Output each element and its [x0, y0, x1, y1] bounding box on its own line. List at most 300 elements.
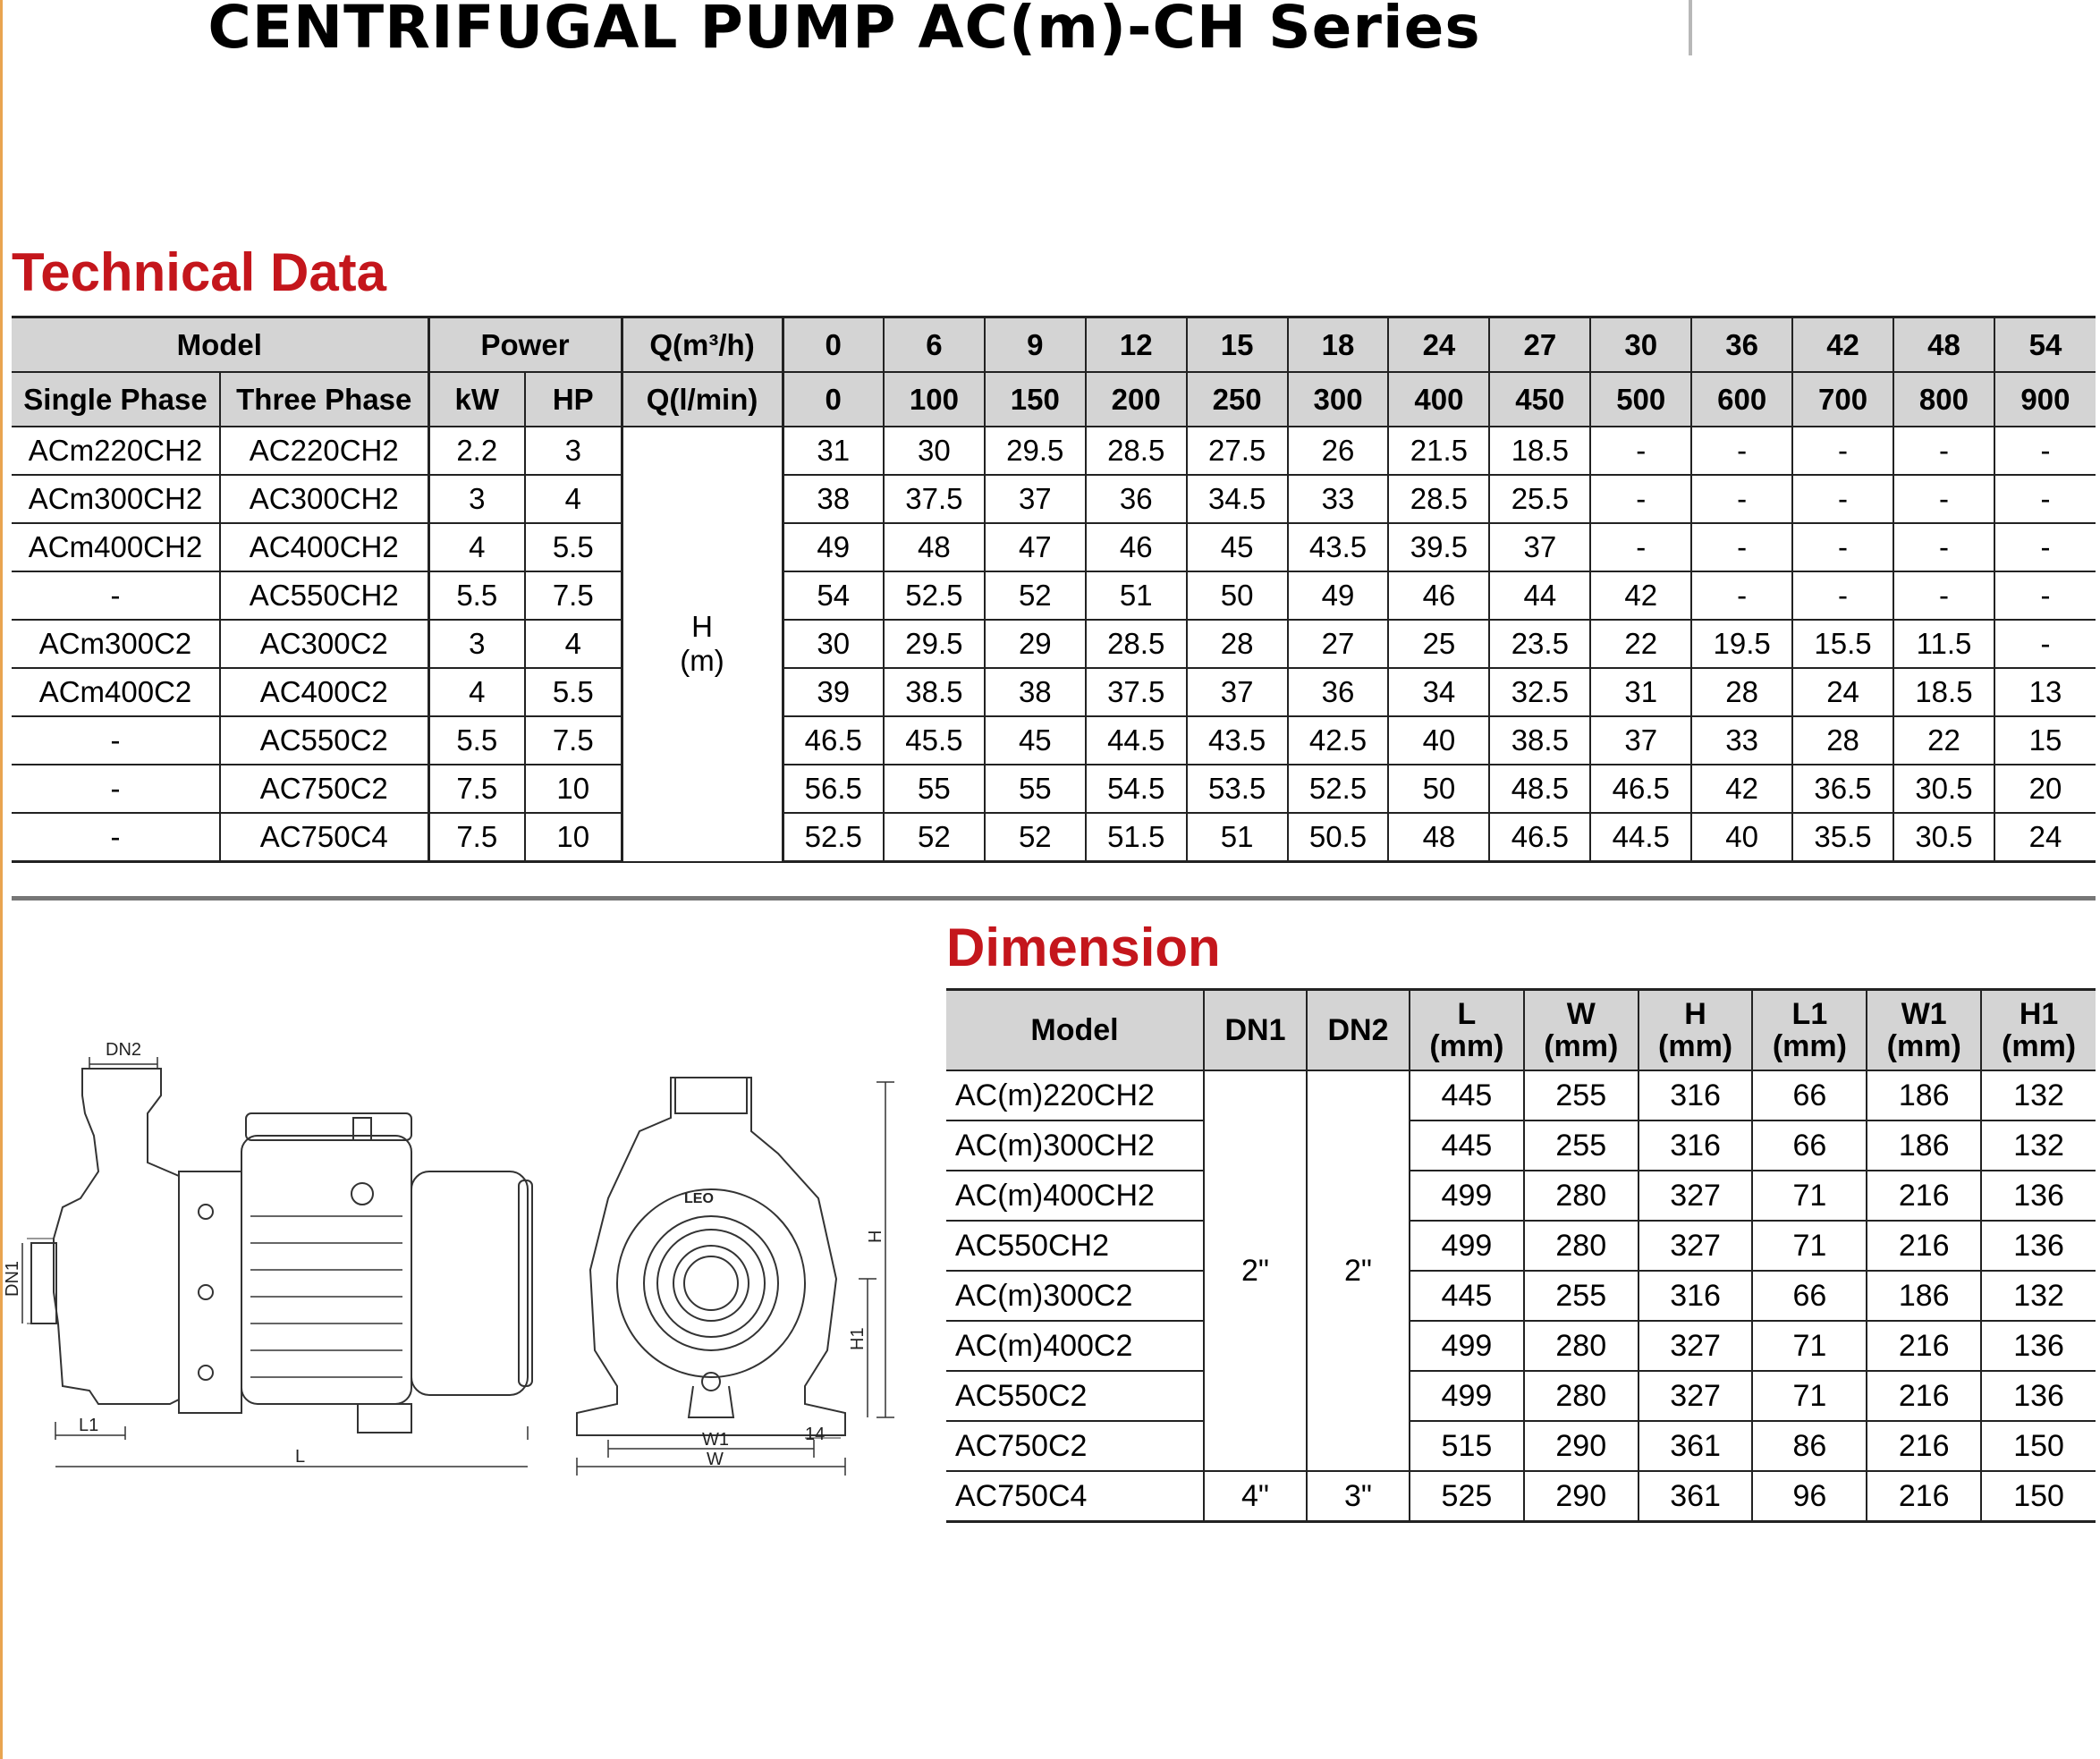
head-value: 15.5	[1792, 620, 1893, 668]
dim-dn1-group: 2"	[1204, 1070, 1307, 1471]
head-value: 26	[1288, 427, 1389, 475]
power-hp: 7.5	[525, 571, 622, 620]
head-value: 52.5	[783, 813, 884, 862]
head-value: -	[1691, 475, 1792, 523]
head-value: 52	[985, 571, 1086, 620]
dim-model: AC550C2	[946, 1371, 1204, 1421]
header-flow-m3h: 15	[1187, 317, 1288, 373]
pump-dimension-drawing	[0, 1028, 930, 1493]
label-h: H	[866, 1230, 885, 1243]
table-row	[946, 1070, 2096, 1121]
dim-value: 136	[1981, 1321, 2096, 1371]
dim-col-name: W1	[1901, 997, 1947, 1031]
head-value: 44	[1489, 571, 1590, 620]
dim-value: 290	[1524, 1421, 1639, 1471]
dim-value: 280	[1524, 1321, 1639, 1371]
head-value: 31	[1590, 668, 1691, 716]
header-flow-lmin: 200	[1086, 372, 1187, 427]
head-value: 48	[1388, 813, 1489, 862]
power-kw: 7.5	[428, 813, 525, 862]
section-divider	[12, 896, 2096, 901]
power-kw: 7.5	[428, 765, 525, 813]
head-value: 24	[1792, 668, 1893, 716]
title-crop-marker	[1689, 0, 1692, 55]
pump-side-view	[22, 1057, 532, 1467]
head-value: 39	[783, 668, 884, 716]
dim-value: 499	[1410, 1371, 1524, 1421]
table-row	[946, 1421, 2096, 1471]
table-row	[946, 1321, 2096, 1371]
header-flow-m3h: 30	[1590, 317, 1691, 373]
head-value: 38	[783, 475, 884, 523]
dim-dn2-group: 2"	[1307, 1070, 1410, 1471]
head-value: -	[1691, 427, 1792, 475]
head-value: 45	[985, 716, 1086, 765]
table-row	[946, 1221, 2096, 1271]
header-three-phase: Three Phase	[220, 372, 428, 427]
dim-value: 186	[1867, 1070, 1981, 1121]
head-value: 34.5	[1187, 475, 1288, 523]
head-value: 56.5	[783, 765, 884, 813]
table-row	[12, 765, 2096, 813]
head-value: 40	[1691, 813, 1792, 862]
dim-value: 327	[1639, 1221, 1753, 1271]
head-value: -	[1792, 475, 1893, 523]
head-value: 43.5	[1187, 716, 1288, 765]
header-flow-lmin: 400	[1388, 372, 1489, 427]
single-phase-model: ACm400CH2	[12, 523, 220, 571]
table-row	[12, 475, 2096, 523]
dim-value: 150	[1981, 1421, 2096, 1471]
table-row	[946, 1471, 2096, 1522]
dim-value: 216	[1867, 1371, 1981, 1421]
header-single-phase: Single Phase	[12, 372, 220, 427]
single-phase-model: ACm300C2	[12, 620, 220, 668]
dim-value: 150	[1981, 1471, 2096, 1522]
dim-value: 132	[1981, 1271, 2096, 1321]
dim-value: 216	[1867, 1221, 1981, 1271]
table-row	[12, 813, 2096, 862]
dim-col-unit: (mm)	[1544, 1029, 1619, 1063]
dim-model: AC750C2	[946, 1421, 1204, 1471]
head-value: 18.5	[1489, 427, 1590, 475]
head-value: 37	[1590, 716, 1691, 765]
three-phase-model: AC750C2	[220, 765, 428, 813]
head-value: 33	[1691, 716, 1792, 765]
head-value: 50.5	[1288, 813, 1389, 862]
table-row	[946, 1121, 2096, 1171]
dim-value: 255	[1524, 1070, 1639, 1121]
head-value: 53.5	[1187, 765, 1288, 813]
dim-header-col	[1981, 990, 2096, 1071]
head-value: -	[1792, 571, 1893, 620]
dim-value: 361	[1639, 1421, 1753, 1471]
head-value: 52.5	[1288, 765, 1389, 813]
header-flow-m3h: 18	[1288, 317, 1389, 373]
head-value: 51	[1187, 813, 1288, 862]
dim-value: 280	[1524, 1371, 1639, 1421]
label-w1: W1	[702, 1430, 729, 1450]
head-value: 37.5	[884, 475, 985, 523]
single-phase-model: -	[12, 813, 220, 862]
head-value: 30.5	[1893, 765, 1994, 813]
dim-value: 136	[1981, 1371, 2096, 1421]
power-hp: 7.5	[525, 716, 622, 765]
dim-header-col	[1867, 990, 1981, 1071]
dim-value: 445	[1410, 1070, 1524, 1121]
power-kw: 3	[428, 475, 525, 523]
dim-col-unit: (mm)	[2002, 1029, 2077, 1063]
dim-value: 71	[1752, 1221, 1867, 1271]
dim-value: 132	[1981, 1121, 2096, 1171]
head-value: 20	[1994, 765, 2096, 813]
dim-model: AC(m)300CH2	[946, 1121, 1204, 1171]
head-value: 46.5	[1590, 765, 1691, 813]
dim-value: 280	[1524, 1221, 1639, 1271]
single-phase-model: ACm300CH2	[12, 475, 220, 523]
head-value: 36.5	[1792, 765, 1893, 813]
head-value: 52.5	[884, 571, 985, 620]
table-row	[946, 1271, 2096, 1321]
dimension-header-row	[946, 990, 2096, 1071]
head-value: -	[1590, 523, 1691, 571]
dim-value: 71	[1752, 1371, 1867, 1421]
head-value: 42.5	[1288, 716, 1389, 765]
power-hp: 3	[525, 427, 622, 475]
head-value: 55	[985, 765, 1086, 813]
label-l1: L1	[79, 1416, 99, 1435]
head-value: -	[1893, 523, 1994, 571]
head-value: -	[1590, 475, 1691, 523]
label-l: L	[295, 1447, 306, 1467]
power-hp: 10	[525, 765, 622, 813]
head-value: 39.5	[1388, 523, 1489, 571]
dim-value: 96	[1752, 1471, 1867, 1522]
dim-col-unit: (mm)	[1772, 1029, 1847, 1063]
head-value: -	[1691, 571, 1792, 620]
head-value: 38	[985, 668, 1086, 716]
head-value: 34	[1388, 668, 1489, 716]
power-kw: 3	[428, 620, 525, 668]
head-unit-label	[622, 427, 783, 862]
head-value: 44.5	[1086, 716, 1187, 765]
header-flow-lmin: 150	[985, 372, 1086, 427]
single-phase-model: ACm400C2	[12, 668, 220, 716]
power-kw: 4	[428, 668, 525, 716]
dim-header-col	[1410, 990, 1524, 1071]
single-phase-model: -	[12, 716, 220, 765]
dim-value: 71	[1752, 1321, 1867, 1371]
head-value: 45.5	[884, 716, 985, 765]
pump-front-view	[577, 1078, 894, 1476]
head-value: 24	[1994, 813, 2096, 862]
head-label: H	[691, 610, 713, 644]
header-flow-m3h: 27	[1489, 317, 1590, 373]
power-hp: 5.5	[525, 523, 622, 571]
head-value: 32.5	[1489, 668, 1590, 716]
head-value: 46.5	[1489, 813, 1590, 862]
three-phase-model: AC220CH2	[220, 427, 428, 475]
head-value: -	[1691, 523, 1792, 571]
head-value: -	[1893, 571, 1994, 620]
dim-value: 499	[1410, 1221, 1524, 1271]
head-value: 46	[1388, 571, 1489, 620]
three-phase-model: AC750C4	[220, 813, 428, 862]
header-flow-m3h: 48	[1893, 317, 1994, 373]
power-hp: 5.5	[525, 668, 622, 716]
dim-value: 186	[1867, 1271, 1981, 1321]
head-value: -	[1590, 427, 1691, 475]
header-row-2	[12, 372, 2096, 427]
dim-value: 515	[1410, 1421, 1524, 1471]
head-value: 42	[1590, 571, 1691, 620]
header-model: Model	[12, 317, 428, 373]
table-row	[12, 620, 2096, 668]
head-value: 25	[1388, 620, 1489, 668]
header-flow-lmin: 100	[884, 372, 985, 427]
head-value: 13	[1994, 668, 2096, 716]
head-value: 55	[884, 765, 985, 813]
dim-header-col	[1524, 990, 1639, 1071]
dim-value: 216	[1867, 1421, 1981, 1471]
head-value: -	[1994, 523, 2096, 571]
three-phase-model: AC300C2	[220, 620, 428, 668]
dim-header-model: Model	[946, 990, 1204, 1071]
head-value: 28.5	[1086, 620, 1187, 668]
header-flow-lmin: 250	[1187, 372, 1288, 427]
head-value: 30.5	[1893, 813, 1994, 862]
header-q-lmin: Q(l/min)	[622, 372, 783, 427]
dim-value: 499	[1410, 1321, 1524, 1371]
head-value: 49	[1288, 571, 1389, 620]
header-flow-lmin: 450	[1489, 372, 1590, 427]
head-value: 54	[783, 571, 884, 620]
head-value: 45	[1187, 523, 1288, 571]
head-value: 46	[1086, 523, 1187, 571]
head-value: 38.5	[1489, 716, 1590, 765]
header-flow-m3h: 24	[1388, 317, 1489, 373]
head-value: 27	[1288, 620, 1389, 668]
dim-col-name: L	[1457, 997, 1477, 1031]
head-value: -	[1893, 475, 1994, 523]
head-value: 37	[985, 475, 1086, 523]
header-kw: kW	[428, 372, 525, 427]
table-row	[946, 1371, 2096, 1421]
dim-value: 255	[1524, 1121, 1639, 1171]
power-hp: 4	[525, 620, 622, 668]
dim-header-dn2: DN2	[1307, 990, 1410, 1071]
power-kw: 2.2	[428, 427, 525, 475]
head-value: 33	[1288, 475, 1389, 523]
head-value: 37	[1187, 668, 1288, 716]
header-flow-lmin: 900	[1994, 372, 2096, 427]
head-value: -	[1994, 620, 2096, 668]
head-value: 23.5	[1489, 620, 1590, 668]
three-phase-model: AC400CH2	[220, 523, 428, 571]
header-flow-lmin: 800	[1893, 372, 1994, 427]
dim-value: 327	[1639, 1171, 1753, 1221]
table-row	[12, 571, 2096, 620]
head-value: -	[1893, 427, 1994, 475]
dimension-table	[946, 988, 2096, 1523]
brand-logo: LEO	[684, 1191, 714, 1206]
dim-col-unit: (mm)	[1886, 1029, 1961, 1063]
header-flow-m3h: 42	[1792, 317, 1893, 373]
head-value: 54.5	[1086, 765, 1187, 813]
dim-value: 71	[1752, 1171, 1867, 1221]
three-phase-model: AC550CH2	[220, 571, 428, 620]
power-kw: 4	[428, 523, 525, 571]
dim-col-name: H1	[2019, 997, 2059, 1031]
head-value: 27.5	[1187, 427, 1288, 475]
head-value: -	[1792, 427, 1893, 475]
header-flow-lmin: 700	[1792, 372, 1893, 427]
head-value: 46.5	[783, 716, 884, 765]
head-value: 47	[985, 523, 1086, 571]
dim-col-unit: (mm)	[1429, 1029, 1504, 1063]
single-phase-model: ACm220CH2	[12, 427, 220, 475]
dim-value: 290	[1524, 1471, 1639, 1522]
header-flow-lmin: 600	[1691, 372, 1792, 427]
head-value: 35.5	[1792, 813, 1893, 862]
head-value: 19.5	[1691, 620, 1792, 668]
head-value: 29.5	[884, 620, 985, 668]
power-kw: 5.5	[428, 571, 525, 620]
head-value: 28	[1187, 620, 1288, 668]
head-value: 36	[1086, 475, 1187, 523]
table-row	[12, 716, 2096, 765]
label-h1: H1	[848, 1327, 868, 1350]
dim-model: AC550CH2	[946, 1221, 1204, 1271]
dim-value: 327	[1639, 1371, 1753, 1421]
head-value: 52	[985, 813, 1086, 862]
dim-model: AC(m)220CH2	[946, 1070, 1204, 1121]
head-value: 50	[1187, 571, 1288, 620]
head-value: 30	[783, 620, 884, 668]
dim-value: 132	[1981, 1070, 2096, 1121]
power-kw: 5.5	[428, 716, 525, 765]
dim-value: 66	[1752, 1271, 1867, 1321]
dim-model: AC(m)400C2	[946, 1321, 1204, 1371]
dim-value: 361	[1639, 1471, 1753, 1522]
header-flow-m3h: 36	[1691, 317, 1792, 373]
dim-col-name: H	[1684, 997, 1706, 1031]
dim-value: 316	[1639, 1070, 1753, 1121]
head-value: 21.5	[1388, 427, 1489, 475]
dim-value: 216	[1867, 1471, 1981, 1522]
dim-value: 327	[1639, 1321, 1753, 1371]
head-value: 38.5	[884, 668, 985, 716]
head-value: 50	[1388, 765, 1489, 813]
technical-data-table	[12, 316, 2096, 863]
head-value: 43.5	[1288, 523, 1389, 571]
table-row	[12, 427, 2096, 475]
header-flow-lmin: 500	[1590, 372, 1691, 427]
three-phase-model: AC300CH2	[220, 475, 428, 523]
dim-value: 186	[1867, 1121, 1981, 1171]
head-value: 51	[1086, 571, 1187, 620]
header-flow-m3h: 6	[884, 317, 985, 373]
header-flow-m3h: 0	[783, 317, 884, 373]
dim-value: 499	[1410, 1171, 1524, 1221]
head-value: 29.5	[985, 427, 1086, 475]
label-w: W	[707, 1450, 724, 1469]
dim-col-name: L1	[1791, 997, 1828, 1031]
head-value: 28.5	[1388, 475, 1489, 523]
label-dn2: DN2	[106, 1040, 142, 1060]
header-power: Power	[428, 317, 622, 373]
dim-header-dn1: DN1	[1204, 990, 1307, 1071]
dim-model: AC(m)300C2	[946, 1271, 1204, 1321]
head-value: 31	[783, 427, 884, 475]
dim-value: 66	[1752, 1121, 1867, 1171]
head-value: 11.5	[1893, 620, 1994, 668]
dim-model: AC750C4	[946, 1471, 1204, 1522]
power-hp: 4	[525, 475, 622, 523]
three-phase-model: AC550C2	[220, 716, 428, 765]
label-dn1: DN1	[3, 1260, 22, 1297]
head-value: 37.5	[1086, 668, 1187, 716]
dim-dn2: 3"	[1307, 1471, 1410, 1522]
header-flow-m3h: 12	[1086, 317, 1187, 373]
dim-value: 216	[1867, 1171, 1981, 1221]
dim-value: 86	[1752, 1421, 1867, 1471]
head-value: 44.5	[1590, 813, 1691, 862]
head-value: -	[1994, 571, 2096, 620]
single-phase-model: -	[12, 765, 220, 813]
dim-header-col	[1639, 990, 1753, 1071]
head-value: 29	[985, 620, 1086, 668]
three-phase-model: AC400C2	[220, 668, 428, 716]
dim-header-col	[1752, 990, 1867, 1071]
technical-data-title: Technical Data	[12, 242, 387, 302]
head-value: -	[1994, 427, 2096, 475]
dim-value: 445	[1410, 1271, 1524, 1321]
dim-value: 445	[1410, 1121, 1524, 1171]
head-value: 25.5	[1489, 475, 1590, 523]
head-value: 36	[1288, 668, 1389, 716]
dim-value: 216	[1867, 1321, 1981, 1371]
head-value: 28	[1792, 716, 1893, 765]
page-title: CENTRIFUGAL PUMP AC(m)-CH Series	[207, 0, 1481, 62]
head-value: -	[1994, 475, 2096, 523]
dimension-title: Dimension	[946, 918, 1221, 977]
head-value: 49	[783, 523, 884, 571]
header-hp: HP	[525, 372, 622, 427]
head-value: 37	[1489, 523, 1590, 571]
header-flow-m3h: 54	[1994, 317, 2096, 373]
head-value: 48	[884, 523, 985, 571]
head-value: 28	[1691, 668, 1792, 716]
dim-value: 66	[1752, 1070, 1867, 1121]
left-edge-stripe	[0, 0, 3, 1759]
head-value: 22	[1893, 716, 1994, 765]
dim-model: AC(m)400CH2	[946, 1171, 1204, 1221]
head-value: 48.5	[1489, 765, 1590, 813]
dim-value: 316	[1639, 1121, 1753, 1171]
header-flow-lmin: 300	[1288, 372, 1389, 427]
power-hp: 10	[525, 813, 622, 862]
dim-value: 316	[1639, 1271, 1753, 1321]
header-row-1	[12, 317, 2096, 373]
table-row	[12, 523, 2096, 571]
head-value: 52	[884, 813, 985, 862]
head-value: -	[1792, 523, 1893, 571]
head-unit: (m)	[680, 644, 724, 678]
header-flow-m3h: 9	[985, 317, 1086, 373]
dim-col-name: W	[1566, 997, 1596, 1031]
label-14: 14	[805, 1425, 826, 1444]
